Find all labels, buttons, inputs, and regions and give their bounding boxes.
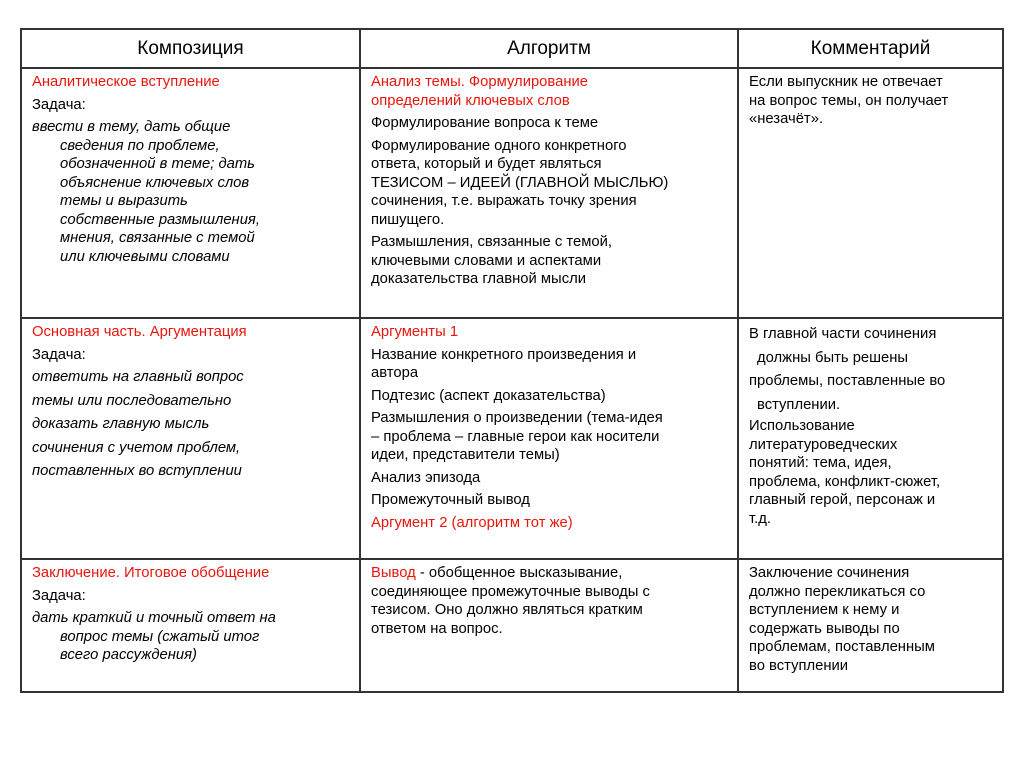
comment-text: Использование литературоведческих понятий: тема, идея, проблема, конфликт-сюжет, главный герой, персонаж и т.д.: [749, 418, 941, 527]
algorithm-item: Формулирование вопроса к теме: [371, 115, 599, 131]
section-title: Заключение. Итоговое обобщение: [32, 565, 270, 581]
table-header-row: [21, 29, 1003, 68]
algorithm-item: Размышления о произведении (тема-идея – проблема – главные герои как носители идеи, представители темы): [371, 410, 663, 463]
composition-cell: [21, 559, 360, 692]
header-algorithm: Алгоритм: [360, 29, 738, 68]
algorithm-cell: [360, 318, 738, 559]
task-label: Задача:: [32, 587, 86, 604]
algorithm-item: Название конкретного произведения и автора: [371, 346, 637, 381]
algorithm-item: Промежуточный вывод: [371, 492, 530, 508]
table-row: [21, 318, 1003, 559]
task-label: Задача:: [32, 346, 86, 363]
table-row: [21, 559, 1003, 692]
algorithm-footer: Аргумент 2 (алгоритм тот же): [371, 514, 573, 531]
task-label: Задача:: [32, 96, 86, 113]
section-title: Аналитическое вступление: [32, 74, 220, 90]
header-comment: Комментарий: [738, 29, 1003, 68]
table-row: [21, 68, 1003, 318]
algorithm-item: Анализ эпизода: [371, 469, 481, 486]
header-composition: Композиция: [21, 29, 360, 68]
algorithm-title: Анализ темы. Формулирование определений ключевых слов: [371, 74, 589, 109]
composition-cell: [21, 318, 360, 559]
comment-cell: [738, 318, 1003, 559]
algorithm-cell: Вывод - обобщенное высказывание, соединяющее промежуточные выводы с тезисом. Оно должно являться кратким ответом на вопрос.: [360, 559, 738, 692]
task-text: ответить на главный вопрос темы или последовательно доказать главную мысль сочинения с учетом проблем, поставленных во вступлении: [32, 369, 244, 479]
algorithm-item: Формулирование одного конкретного ответа, который и будет являться ТЕЗИСОМ – ИДЕЕЙ (ГЛАВНОЙ МЫСЛЬЮ) сочинения, т.е. выражать точку зрения пишущего.: [371, 137, 669, 228]
composition-table: [20, 28, 1004, 693]
task-text: дать краткий и точный ответ на вопрос темы (сжатый итог всего рассуждения): [32, 610, 276, 663]
task-text: ввести в тему, дать общие сведения по проблеме, обозначенной в теме; дать объяснение ключевых слов темы и выразить собственные размышления, мнения, связанные с темой или ключевыми словами: [32, 119, 260, 265]
conclusion-title: Вывод: [371, 565, 416, 581]
algorithm-item: Размышления, связанные с темой, ключевыми словами и аспектами доказательства главной мысли: [371, 234, 613, 287]
conclusion-text: Вывод - обобщенное высказывание,: [371, 565, 623, 581]
comment-cell: Заключение сочинения должно перекликаться со вступлением к нему и содержать выводы по проблемам, поставленным во вступлении: [738, 559, 1003, 692]
section-title: Основная часть. Аргументация: [32, 324, 247, 340]
composition-cell: [21, 68, 360, 318]
comment-spaced: В главной части сочинения должны быть решены проблемы, поставленные во вступлении.: [749, 326, 946, 413]
comment-cell: Если выпускник не отвечает на вопрос темы, он получает «незачёт».: [738, 68, 1003, 318]
algorithm-item: Подтезис (аспект доказательства): [371, 387, 606, 404]
algorithm-title: Аргументы 1: [371, 324, 459, 340]
algorithm-cell: [360, 68, 738, 318]
